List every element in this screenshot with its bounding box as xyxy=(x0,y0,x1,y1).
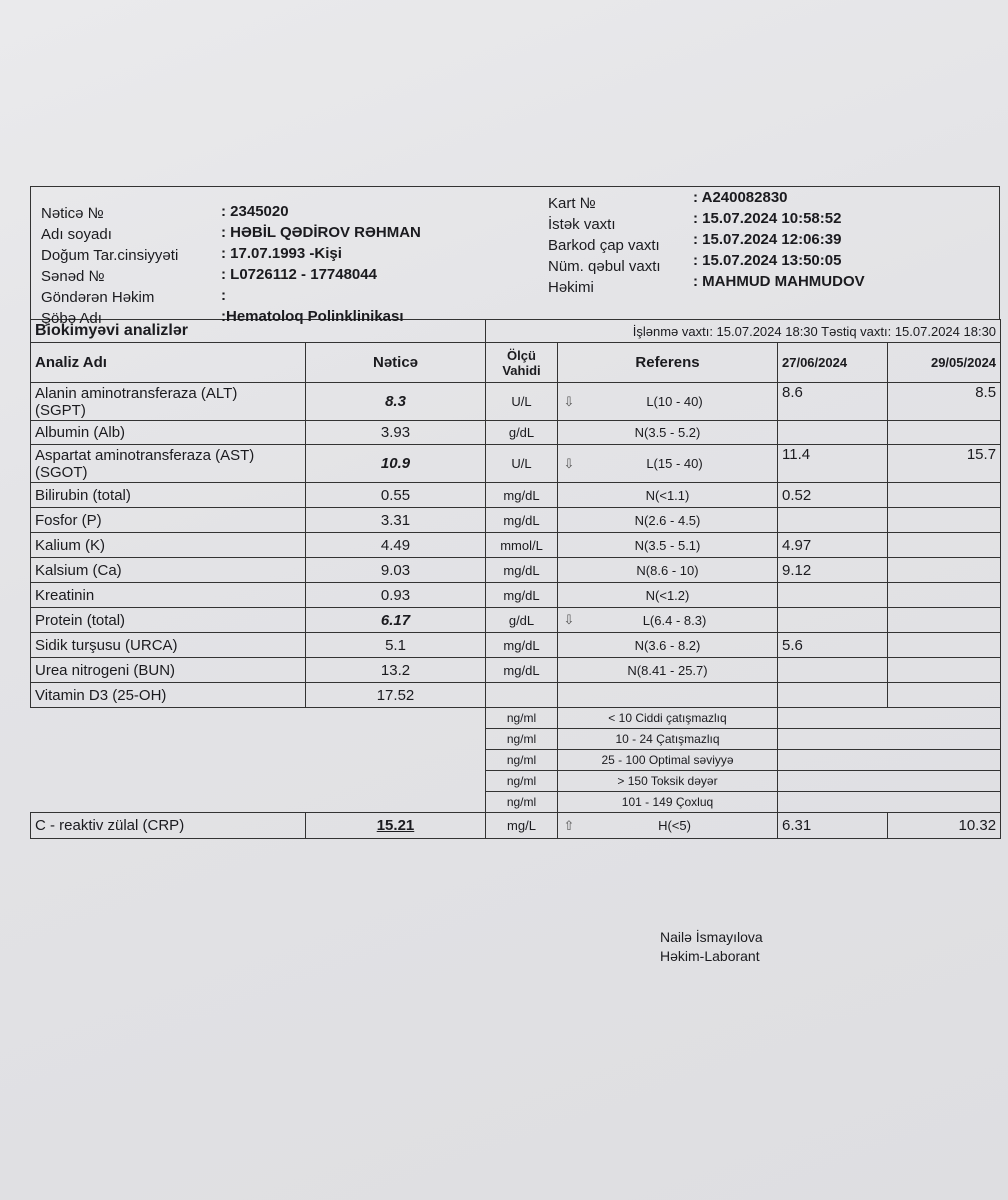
prev-value-2 xyxy=(888,658,1001,683)
prev-value-1: 9.12 xyxy=(778,558,888,583)
prev-value-1 xyxy=(778,608,888,633)
unit: mg/dL xyxy=(486,508,558,533)
col-unit xyxy=(486,343,558,383)
label: Kart № xyxy=(548,195,596,212)
analysis-name: C - reaktiv zülal (CRP) xyxy=(31,813,306,839)
prev-value-2: 10.32 xyxy=(888,813,1001,839)
analysis-name: Fosfor (P) xyxy=(31,508,306,533)
up-arrow-icon: ⇧ xyxy=(563,817,575,833)
reference-text: L(10 - 40) xyxy=(646,394,703,409)
result-value: 17.52 xyxy=(306,683,486,708)
unit: mmol/L xyxy=(486,533,558,558)
prev-value-1: 8.6 xyxy=(778,383,888,421)
result-value: 0.55 xyxy=(306,483,486,508)
reference xyxy=(558,383,778,421)
unit: mg/dL xyxy=(486,633,558,658)
reference-text: L(15 - 40) xyxy=(646,456,703,471)
label: Həkimi xyxy=(548,279,594,296)
result-value: 3.31 xyxy=(306,508,486,533)
analysis-name-line1: Alanin aminotransferaza (ALT) xyxy=(35,384,238,402)
department: :Hematoloq Polinklinikası xyxy=(221,308,404,325)
range-empty xyxy=(778,708,1001,729)
label: İstək vaxtı xyxy=(548,216,616,233)
vitd-range-row xyxy=(31,792,1001,813)
prev-value-1: 11.4 xyxy=(778,445,888,483)
prev-value-2 xyxy=(888,421,1001,445)
reference-text: N(2.6 - 4.5) xyxy=(558,508,778,533)
lab-report xyxy=(30,186,1000,839)
col-result: Nəticə xyxy=(306,343,486,383)
unit: g/dL xyxy=(486,421,558,445)
range-text: 101 - 149 Çoxluq xyxy=(558,792,778,813)
prev-value-1: 6.31 xyxy=(778,813,888,839)
reference-text: N(8.41 - 25.7) xyxy=(558,658,778,683)
left-labels xyxy=(41,203,178,329)
unit: U/L xyxy=(486,383,558,421)
analysis-name: Kalium (K) xyxy=(31,533,306,558)
range-unit: ng/ml xyxy=(486,771,558,792)
table-row xyxy=(31,658,1001,683)
reference-text: N(3.5 - 5.1) xyxy=(558,533,778,558)
range-empty xyxy=(778,771,1001,792)
reference-text: N(<1.1) xyxy=(558,483,778,508)
spacer xyxy=(31,708,486,729)
label: Göndərən Həkim xyxy=(41,289,155,306)
result-value: 0.93 xyxy=(306,583,486,608)
label: Nüm. qəbul vaxtı xyxy=(548,258,661,275)
prev-value-2: 15.7 xyxy=(888,445,1001,483)
prev-value-2 xyxy=(888,608,1001,633)
analysis-name xyxy=(31,445,306,483)
prev-value-1 xyxy=(778,658,888,683)
down-arrow-icon: ⇩ xyxy=(563,455,575,471)
spacer xyxy=(31,750,486,771)
spacer xyxy=(31,729,486,750)
reference-text: L(6.4 - 8.3) xyxy=(642,612,707,628)
right-labels xyxy=(548,193,661,298)
analysis-name: Kalsium (Ca) xyxy=(31,558,306,583)
prev-value-1: 0.52 xyxy=(778,483,888,508)
unit: mg/dL xyxy=(486,583,558,608)
result-value: 5.1 xyxy=(306,633,486,658)
processing-times: İşlənmə vaxtı: 15.07.2024 18:30 Təstiq vaxtı: 15.07.2024 18:30 xyxy=(486,320,1001,343)
prev-value-2 xyxy=(888,483,1001,508)
range-text: < 10 Ciddi çatışmazlıq xyxy=(558,708,778,729)
prev-value-2 xyxy=(888,558,1001,583)
signature-name: Nailə İsmayılova xyxy=(660,929,763,945)
unit: mg/dL xyxy=(486,658,558,683)
label: Doğum Tar.cinsiyyəti xyxy=(41,247,179,264)
range-unit: ng/ml xyxy=(486,708,558,729)
result-value: 9.03 xyxy=(306,558,486,583)
table-row xyxy=(31,813,1001,839)
reference-text: N(3.5 - 5.2) xyxy=(558,421,778,445)
prev-value-2 xyxy=(888,508,1001,533)
reference-text: N(3.6 - 8.2) xyxy=(558,633,778,658)
vitd-range-row xyxy=(31,729,1001,750)
signature-role: Həkim-Laborant xyxy=(660,948,760,964)
table-row xyxy=(31,483,1001,508)
range-unit: ng/ml xyxy=(486,729,558,750)
range-text: 10 - 24 Çatışmazlıq xyxy=(558,729,778,750)
label: Barkod çap vaxtı xyxy=(548,237,660,254)
prev-value-1 xyxy=(778,683,888,708)
result-value: 3.93 xyxy=(306,421,486,445)
result-number: : 2345020 xyxy=(221,203,289,220)
prev-value-2 xyxy=(888,533,1001,558)
barcode-time: : 15.07.2024 12:06:39 xyxy=(693,231,842,248)
table-row xyxy=(31,683,1001,708)
doctor: : MAHMUD MAHMUDOV xyxy=(693,273,865,290)
vitd-range-row xyxy=(31,708,1001,729)
analysis-name: Sidik turşusu (URCA) xyxy=(31,633,306,658)
range-unit: ng/ml xyxy=(486,792,558,813)
result-value: 13.2 xyxy=(306,658,486,683)
range-unit: ng/ml xyxy=(486,750,558,771)
col-ref: Referens xyxy=(558,343,778,383)
down-arrow-icon: ⇩ xyxy=(563,393,575,409)
reference xyxy=(558,445,778,483)
col-unit-line1: Ölçü xyxy=(507,347,536,363)
analysis-name: Bilirubin (total) xyxy=(31,483,306,508)
table-row xyxy=(31,608,1001,633)
signature-block xyxy=(660,928,763,966)
section-title: Biokimyəvi analizlər xyxy=(31,320,486,343)
result-value: 10.9 xyxy=(306,445,486,483)
col-unit-line2: Vahidi xyxy=(502,362,541,378)
range-empty xyxy=(778,792,1001,813)
label: Sənəd № xyxy=(41,268,105,285)
prev-value-2 xyxy=(888,583,1001,608)
analysis-name: Kreatinin xyxy=(31,583,306,608)
card-number: : A240082830 xyxy=(693,189,788,206)
prev-value-1: 4.97 xyxy=(778,533,888,558)
analysis-name-line1: Aspartat aminotransferaza (AST) xyxy=(35,446,255,464)
request-time: : 15.07.2024 10:58:52 xyxy=(693,210,842,227)
reference xyxy=(558,813,778,839)
unit: mg/dL xyxy=(486,558,558,583)
vitd-range-row xyxy=(31,771,1001,792)
prev-value-1 xyxy=(778,421,888,445)
prev-value-2 xyxy=(888,633,1001,658)
label: Adı soyadı xyxy=(41,226,112,243)
range-empty xyxy=(778,750,1001,771)
table-row xyxy=(31,633,1001,658)
analysis-name-line2: (SGPT) xyxy=(35,401,86,419)
col-date1: 27/06/2024 xyxy=(778,343,888,383)
prev-value-1 xyxy=(778,583,888,608)
unit xyxy=(486,683,558,708)
col-date2: 29/05/2024 xyxy=(888,343,1001,383)
right-values xyxy=(693,187,865,292)
analysis-name: Albumin (Alb) xyxy=(31,421,306,445)
range-text: > 150 Toksik dəyər xyxy=(558,771,778,792)
prev-value-2: 8.5 xyxy=(888,383,1001,421)
unit: mg/L xyxy=(486,813,558,839)
spacer xyxy=(31,792,486,813)
table-row xyxy=(31,533,1001,558)
prev-value-2 xyxy=(888,683,1001,708)
analysis-name: Vitamin D3 (25-OH) xyxy=(31,683,306,708)
reference-text xyxy=(558,683,778,708)
analysis-name-line2: (SGOT) xyxy=(35,463,88,481)
label: Nəticə № xyxy=(41,205,104,222)
down-arrow-icon: ⇩ xyxy=(563,612,575,627)
prev-value-1 xyxy=(778,508,888,533)
range-empty xyxy=(778,729,1001,750)
left-values xyxy=(221,201,421,327)
table-row xyxy=(31,445,1001,483)
analysis-name: Urea nitrogeni (BUN) xyxy=(31,658,306,683)
unit: g/dL xyxy=(486,608,558,633)
reference-text: N(<1.2) xyxy=(558,583,778,608)
sample-time: : 15.07.2024 13:50:05 xyxy=(693,252,842,269)
patient-header xyxy=(30,186,1000,327)
table-row xyxy=(31,383,1001,421)
referring-doctor: : xyxy=(221,287,226,304)
results-table xyxy=(30,319,1001,839)
reference-text: N(8.6 - 10) xyxy=(558,558,778,583)
spacer xyxy=(31,771,486,792)
range-text: 25 - 100 Optimal səviyyə xyxy=(558,750,778,771)
analysis-name: Protein (total) xyxy=(31,608,306,633)
vitd-range-row xyxy=(31,750,1001,771)
table-row xyxy=(31,583,1001,608)
patient-name: : HƏBİL QƏDİROV RƏHMAN xyxy=(221,224,421,241)
result-value: 6.17 xyxy=(306,608,486,633)
result-value: 15.21 xyxy=(306,813,486,839)
birth-gender: : 17.07.1993 -Kişi xyxy=(221,245,342,262)
prev-value-1: 5.6 xyxy=(778,633,888,658)
label: Şöbə Adı xyxy=(41,310,102,327)
reference xyxy=(558,608,778,633)
table-row xyxy=(31,508,1001,533)
analysis-name xyxy=(31,383,306,421)
col-name: Analiz Adı xyxy=(31,343,306,383)
table-row xyxy=(31,558,1001,583)
reference-text: H(<5) xyxy=(658,818,691,833)
unit: U/L xyxy=(486,445,558,483)
table-row xyxy=(31,421,1001,445)
unit: mg/dL xyxy=(486,483,558,508)
document-number: : L0726112 - 17748044 xyxy=(221,266,377,283)
result-value: 8.3 xyxy=(306,383,486,421)
result-value: 4.49 xyxy=(306,533,486,558)
